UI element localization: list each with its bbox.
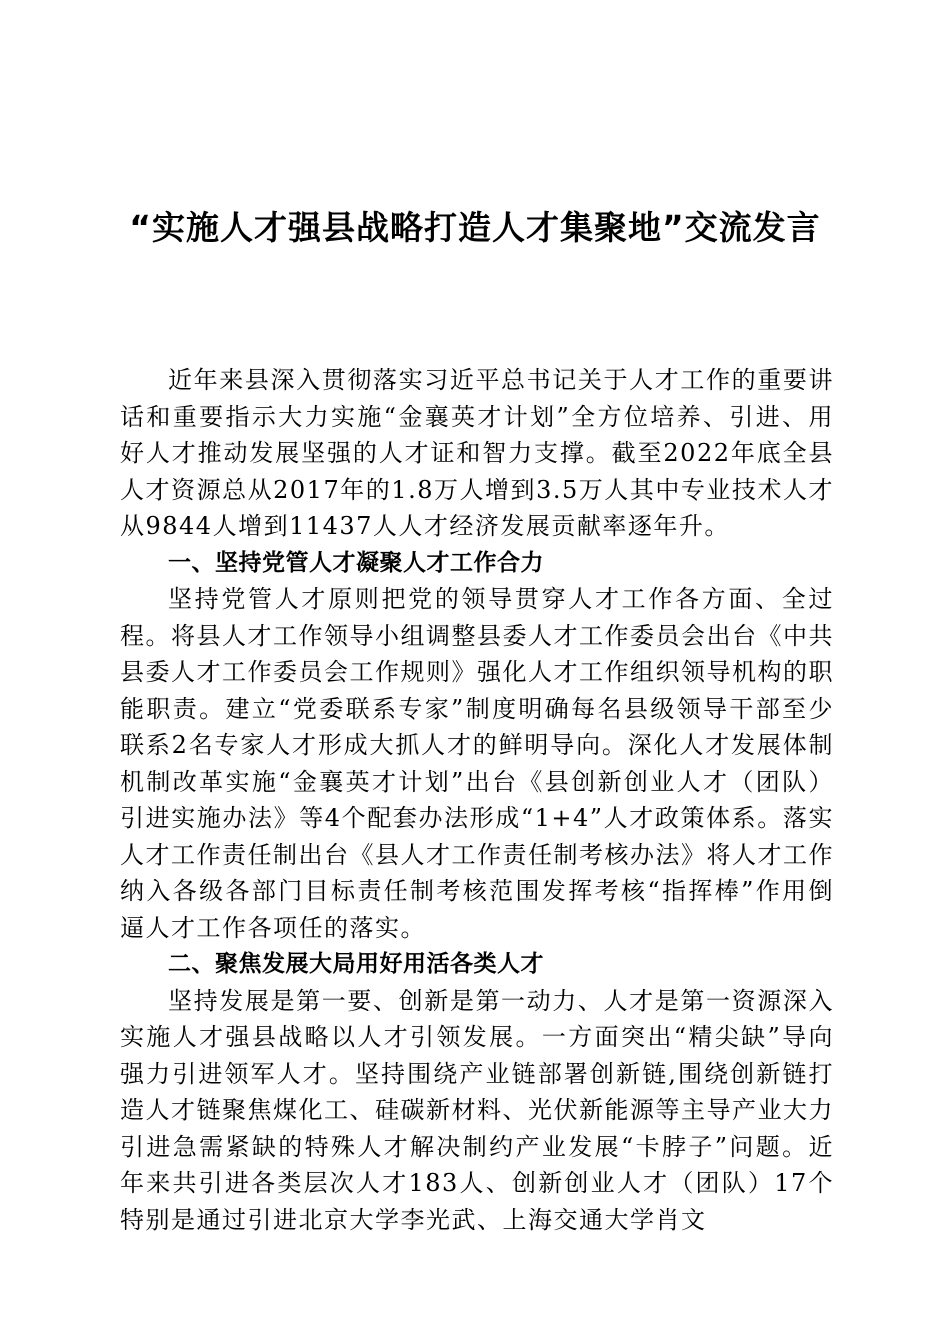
document-title: “实施人才强县战略打造人才集聚地”交流发言 — [129, 208, 821, 247]
document-body — [120, 362, 834, 1238]
section-2-paragraph: 坚持发展是第一要、创新是第一动力、人才是第一资源深入实施人才强县战略以人才引领发展。一方面突出“精尖缺”导向强力引进领军人才。坚持围绕产业链部署创新链,围绕创新链打造人才链聚焦煤化工、硅碳新材料、光伏新能源等主导产业大力引进急需紧缺的特殊人才解决制约产业发展“卡脖子”问题。近年来共引进各类层次人才183人、创新创业人才（团队）17个特别是通过引进北京大学李光武、上海交通大学肖文 — [120, 986, 834, 1234]
intro-paragraph: 近年来县深入贯彻落实习近平总书记关于人才工作的重要讲话和重要指示大力实施“金襄英才计划”全方位培养、引进、用好人才推动发展坚强的人才证和智力支撑。截至2022年底全县人才资源总从2017年的1.8万人增到3.5万人其中专业技术人才从9844人增到11437人人才经济发展贡献率逐年升。 — [120, 366, 834, 540]
section-heading-2: 二、聚焦发展大局用好用活各类人才 — [168, 951, 544, 977]
section-1-paragraph: 坚持党管人才原则把党的领导贯穿人才工作各方面、全过程。将县人才工作领导小组调整县委人才工作委员会出台《中共县委人才工作委员会工作规则》强化人才工作组织领导机构的职能职责。建立“党委联系专家”制度明确每名县级领导干部至少联系2名专家人才形成大抓人才的鲜明导向。深化人才发展体制机制改革实施“金襄英才计划”出台《县创新创业人才（团队）引进实施办法》等4个配套办法形成“1+4”人才政策体系。落实人才工作责任制出台《县人才工作责任制考核办法》将人才工作纳入各级各部门目标责任制考核范围发挥考核“指挥棒”作用倒逼人才工作各项任的落实。 — [120, 585, 834, 942]
section-heading-1: 一、坚持党管人才凝聚人才工作合力 — [168, 549, 544, 576]
